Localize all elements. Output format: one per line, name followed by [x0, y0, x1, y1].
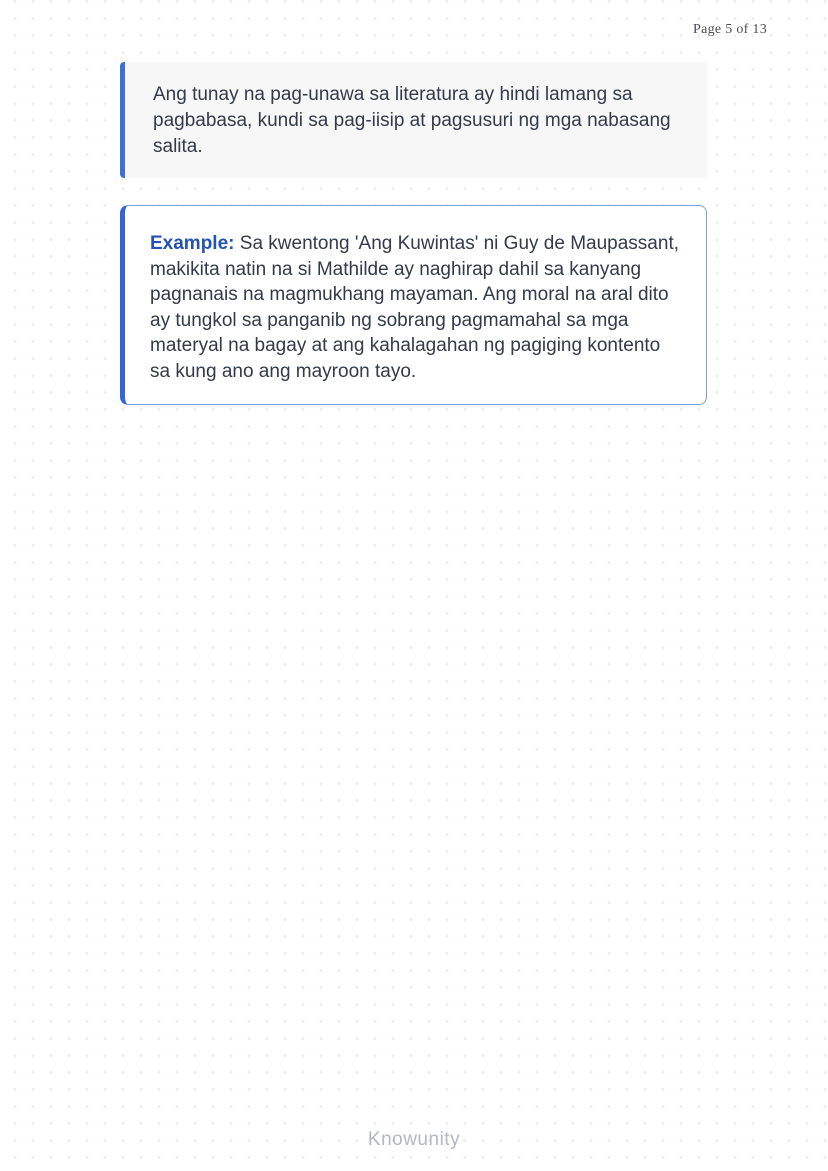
example-callout [120, 205, 707, 405]
page-indicator: Page 5 of 13 [693, 22, 767, 37]
quote-callout [120, 62, 707, 178]
example-label: Example: [150, 233, 235, 254]
knowunity-watermark: Knowunity [367, 1129, 461, 1150]
quote-text: Ang tunay na pag-unawa sa literatura ay hindi lamang sa pagbabasa, kundi sa pag-iisip at pagsusuri ng mga nabasang salita. [153, 84, 671, 157]
example-paragraph [150, 231, 680, 384]
example-text: Sa kwentong 'Ang Kuwintas' ni Guy de Maupassant, makikita natin na si Mathilde ay naghirap dahil sa kanyang pagnanais na magmukhang mayaman. Ang moral na aral dito ay tungkol sa panganib ng sobrang pagmamahal sa mga materyal na bagay at ang kahalagahan ng pagiging kontento sa kung ano ang mayroon tayo. [150, 233, 680, 382]
